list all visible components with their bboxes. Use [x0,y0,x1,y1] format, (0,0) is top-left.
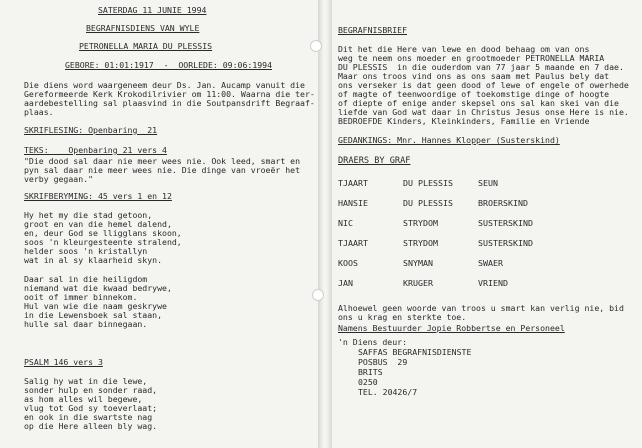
verse-line: as hom alles wil begewe, [24,394,143,404]
draer-relation: SEUN [478,178,498,188]
draer-first-name: TJAART [338,238,368,248]
letter-line: weg te neem ons moeder en grootmoeder PETRONELLA MARIA [338,53,605,63]
letter-line: Dit het die Here van lewe en dood behaag om van ons [338,44,590,54]
draer-relation: SUSTERSKIND [478,218,533,228]
letter-line: DU PLESSIS in die ouderdom van 77 jaar 5 maande en 7 dae. [338,62,624,72]
letter-line: Maar ons troos vind ons as ons saam met Paulus bely dat [338,71,610,81]
address-line: 'n Diens deur: [338,337,408,347]
verse-line: ooit of immer binnekom. [24,292,138,302]
punch-hole [310,40,322,52]
teks-label: TEKS: Openbaring 21 vers 4 [24,145,167,155]
verse-line: groot en van die hemel dalend, [24,219,172,229]
closing-line: Alhoewel geen woorde van troos u smart kan verlig nie, bid [338,303,624,313]
verse-line: sonder hulp en sonder raad, [24,385,158,395]
verse-line: hulle sal daar binnegaan. [24,319,148,329]
gedankings: GEDANKINGS: Mnr. Hannes Klopper (Susterskind) [338,135,560,145]
skriflesing: SKRIFLESING: Openbaring 21 [24,125,158,135]
draer-relation: BROERSKIND [478,198,528,208]
draer-relation: SWAER [478,258,503,268]
verse-line: Hy het my die stad getoon, [24,210,153,220]
draer-first-name: NIC [338,218,353,228]
draer-last-name: KRUGER [403,278,433,288]
punch-hole [312,289,324,301]
verse-line: in die Lewensboek sal staan, [24,310,163,320]
draer-last-name: DU PLESSIS [403,178,453,188]
intro-line: plaas. [24,107,54,117]
draers-heading: DRAERS BY GRAF [338,156,411,166]
verse-line: op die Here alleen bly wag. [24,421,158,431]
draer-last-name: STRYDOM [403,218,438,228]
address-line: 0250 [358,377,378,387]
address-line: BRITS [358,367,383,377]
letter-line: ons verseker is dat geen dood of lewe of engele of owerhede [338,80,629,90]
verse-line: soos 'n kleurgesteente stralend, [24,237,182,247]
life-dates: GEBORE: 01:01:1917 - OORLEDE: 09:06:1994 [65,60,273,70]
teks-line: pyn sal daar nie meer wees nie. Die dinge van vroeër het [24,165,301,175]
verse-line: niemand wat die kwaad bedrywe, [24,283,172,293]
letter-line: of diepte of enige ander skepsel ons sal kan skei van die [338,98,619,108]
letter-line: liefde van God wat daar in Christus Jesus onse Here is nie. [338,107,629,117]
draer-first-name: TJAART [338,178,368,188]
namens-line: Namens Bestuurder Jopie Robbertse en Personeel [338,323,565,333]
verse-line: Daar sal in die heiligdom [24,274,148,284]
service-heading: BEGRAFNISDIENS VAN WYLE [86,23,200,33]
service-date: SATERDAG 11 JUNIE 1994 [98,5,207,15]
psalm-heading: PSALM 146 vers 3 [24,357,103,367]
address-line: TEL. 20426/7 [358,387,418,397]
address-line: SAFFAS BEGRAFNISDIENSTE [358,347,472,357]
skrifberyming: SKRIFBERYMING: 45 vers 1 en 12 [24,191,172,201]
intro-line: Die diens word waargeneem deur Ds. Jan. Aucamp vanuit die [24,80,305,90]
verse-line: wat in al sy klaarheid skyn. [24,255,163,265]
verse-line: Salig hy wat in die lewe, [24,376,148,386]
draer-first-name: JAN [338,278,353,288]
verse-line: en, deur God se lligglans skoon, [24,228,182,238]
begrafnisbrief-heading: BEGRAFNISBRIEF [338,25,408,35]
intro-line: Gereformeerde Kerk Krokodilrivier om 11:00. Waarna die ter- [24,89,315,99]
center-fold [318,0,332,448]
draer-relation: VRIEND [478,278,508,288]
draer-first-name: HANSIE [338,198,368,208]
teks-line: "Die dood sal daar nie meer wees nie. Ook leed, smart en [24,156,301,166]
bedroefde-line: BEDROEFDE Kinders, Kleinkinders, Familie en Vriende [338,116,590,126]
verse-line: vlug tot God sy toeverlaat; [24,403,158,413]
draer-relation: SUSTERSKIND [478,238,533,248]
draer-last-name: SNYMAN [403,258,433,268]
verse-line: Hul van wie die naam geskrywe [24,301,167,311]
verse-line: helder soos 'n kristallyn [24,246,148,256]
closing-line: ons u krag en sterkte toe. [338,312,467,322]
letter-line: of magte of teenwoordige of toekomstige dinge of hoogte [338,89,610,99]
verse-line: en ook in die swartste nag [24,412,153,422]
address-line: POSBUS 29 [358,357,408,367]
draer-first-name: KOOS [338,258,358,268]
draer-last-name: STRYDOM [403,238,438,248]
deceased-name: PETRONELLA MARIA DU PLESSIS [79,41,213,51]
draer-last-name: DU PLESSIS [403,198,453,208]
intro-line: aardebestelling sal plaasvind in die Soutpansdrift Begraaf- [24,98,315,108]
teks-line: verby gegaan." [24,174,94,184]
